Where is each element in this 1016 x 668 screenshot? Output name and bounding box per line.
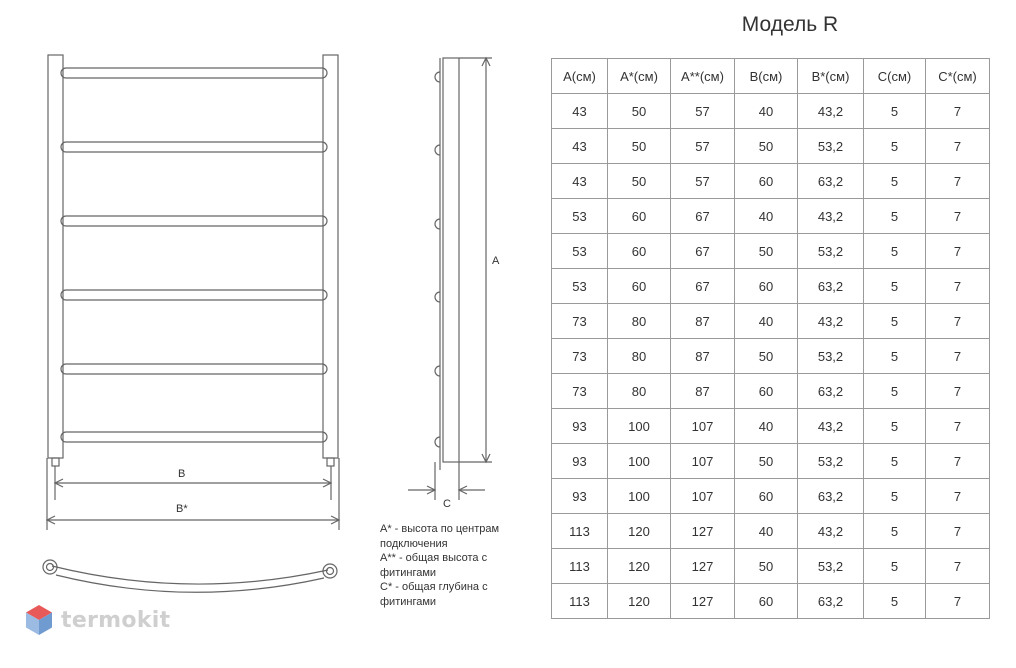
table-cell: 113 bbox=[552, 514, 608, 549]
top-view-curve bbox=[52, 566, 328, 584]
table-cell: 5 bbox=[864, 129, 926, 164]
table-cell: 7 bbox=[926, 584, 990, 619]
table-cell: 40 bbox=[735, 514, 798, 549]
table-cell: 53 bbox=[552, 234, 608, 269]
table-cell: 100 bbox=[608, 409, 671, 444]
table-cell: 50 bbox=[608, 94, 671, 129]
table-cell: 53 bbox=[552, 199, 608, 234]
crossbar bbox=[61, 364, 327, 374]
table-cell: 67 bbox=[671, 269, 735, 304]
table-cell: 127 bbox=[671, 514, 735, 549]
column-header: C*(см) bbox=[926, 59, 990, 94]
left-rail bbox=[48, 55, 63, 458]
crossbars bbox=[61, 68, 327, 442]
table-cell: 87 bbox=[671, 339, 735, 374]
note-a-star: A* - высота по центрам подключения bbox=[380, 523, 500, 550]
table-cell: 7 bbox=[926, 479, 990, 514]
table-row bbox=[552, 94, 990, 129]
table-cell: 53,2 bbox=[798, 549, 864, 584]
table-cell: 67 bbox=[671, 199, 735, 234]
crossbar bbox=[61, 432, 327, 442]
table-cell: 93 bbox=[552, 479, 608, 514]
column-header: A(см) bbox=[552, 59, 608, 94]
table-cell: 73 bbox=[552, 304, 608, 339]
label-c: C bbox=[443, 498, 451, 510]
table-cell: 73 bbox=[552, 339, 608, 374]
table-cell: 7 bbox=[926, 444, 990, 479]
table-cell: 100 bbox=[608, 444, 671, 479]
table-cell: 60 bbox=[735, 269, 798, 304]
table-cell: 127 bbox=[671, 549, 735, 584]
table-cell: 93 bbox=[552, 444, 608, 479]
table-cell: 107 bbox=[671, 479, 735, 514]
table-cell: 53,2 bbox=[798, 234, 864, 269]
table-row bbox=[552, 514, 990, 549]
table-cell: 7 bbox=[926, 374, 990, 409]
table-cell: 5 bbox=[864, 164, 926, 199]
column-header: C(см) bbox=[864, 59, 926, 94]
table-cell: 80 bbox=[608, 339, 671, 374]
label-b-star: B* bbox=[176, 503, 188, 515]
table-row bbox=[552, 164, 990, 199]
table-row bbox=[552, 549, 990, 584]
table-cell: 5 bbox=[864, 374, 926, 409]
table-row bbox=[552, 374, 990, 409]
table-cell: 7 bbox=[926, 164, 990, 199]
table-cell: 7 bbox=[926, 129, 990, 164]
table-row bbox=[552, 584, 990, 619]
table-cell: 7 bbox=[926, 304, 990, 339]
table-cell: 7 bbox=[926, 94, 990, 129]
table-row bbox=[552, 444, 990, 479]
table-cell: 100 bbox=[608, 479, 671, 514]
table-header-row bbox=[552, 59, 990, 94]
table-cell: 63,2 bbox=[798, 164, 864, 199]
table-cell: 60 bbox=[735, 374, 798, 409]
notes bbox=[380, 522, 530, 609]
table-cell: 40 bbox=[735, 409, 798, 444]
table-cell: 5 bbox=[864, 479, 926, 514]
table-cell: 60 bbox=[608, 269, 671, 304]
table-cell: 120 bbox=[608, 549, 671, 584]
table-row bbox=[552, 479, 990, 514]
logo bbox=[25, 604, 170, 636]
table-cell: 57 bbox=[671, 94, 735, 129]
table-cell: 5 bbox=[864, 199, 926, 234]
table-cell: 113 bbox=[552, 584, 608, 619]
table-row bbox=[552, 129, 990, 164]
table-cell: 43 bbox=[552, 94, 608, 129]
table-cell: 53,2 bbox=[798, 129, 864, 164]
table-cell: 43,2 bbox=[798, 199, 864, 234]
table-cell: 73 bbox=[552, 374, 608, 409]
table-cell: 67 bbox=[671, 234, 735, 269]
table-cell: 120 bbox=[608, 514, 671, 549]
table-cell: 5 bbox=[864, 584, 926, 619]
table-cell: 7 bbox=[926, 199, 990, 234]
table-cell: 87 bbox=[671, 374, 735, 409]
table-cell: 5 bbox=[864, 549, 926, 584]
table-cell: 87 bbox=[671, 304, 735, 339]
table-cell: 50 bbox=[735, 444, 798, 479]
table-row bbox=[552, 339, 990, 374]
column-header: A*(см) bbox=[608, 59, 671, 94]
right-rail bbox=[323, 55, 338, 458]
column-header: B(см) bbox=[735, 59, 798, 94]
table-body bbox=[552, 94, 990, 619]
table-cell: 60 bbox=[735, 164, 798, 199]
table-cell: 43 bbox=[552, 164, 608, 199]
table-cell: 7 bbox=[926, 234, 990, 269]
table-cell: 80 bbox=[608, 374, 671, 409]
label-b: B bbox=[178, 468, 186, 480]
table-cell: 53,2 bbox=[798, 444, 864, 479]
table-cell: 50 bbox=[735, 234, 798, 269]
table-cell: 40 bbox=[735, 199, 798, 234]
table-cell: 5 bbox=[864, 409, 926, 444]
table-cell: 7 bbox=[926, 269, 990, 304]
table-cell: 7 bbox=[926, 514, 990, 549]
table-cell: 5 bbox=[864, 94, 926, 129]
table-cell: 50 bbox=[735, 339, 798, 374]
table-cell: 5 bbox=[864, 339, 926, 374]
table-cell: 120 bbox=[608, 584, 671, 619]
table-cell: 60 bbox=[735, 584, 798, 619]
column-header: A**(см) bbox=[671, 59, 735, 94]
table-row bbox=[552, 304, 990, 339]
table-cell: 5 bbox=[864, 234, 926, 269]
label-a: A bbox=[492, 255, 500, 267]
table-cell: 40 bbox=[735, 94, 798, 129]
table-cell: 43,2 bbox=[798, 514, 864, 549]
logo-text: termokit bbox=[61, 607, 171, 633]
table-cell: 63,2 bbox=[798, 269, 864, 304]
model-title: Модель R bbox=[741, 13, 839, 36]
table-cell: 40 bbox=[735, 304, 798, 339]
table-cell: 60 bbox=[735, 479, 798, 514]
table-cell: 7 bbox=[926, 409, 990, 444]
table-cell: 63,2 bbox=[798, 479, 864, 514]
note-a-double-star: A** - общая высота с фитингами bbox=[380, 552, 488, 579]
table-cell: 57 bbox=[671, 164, 735, 199]
table-cell: 60 bbox=[608, 234, 671, 269]
table-cell: 60 bbox=[608, 199, 671, 234]
table-cell: 53 bbox=[552, 269, 608, 304]
table-cell: 7 bbox=[926, 339, 990, 374]
crossbar bbox=[61, 142, 327, 152]
table-cell: 5 bbox=[864, 444, 926, 479]
table-cell: 50 bbox=[735, 129, 798, 164]
crossbar bbox=[61, 68, 327, 78]
crossbar bbox=[61, 290, 327, 300]
table-cell: 43,2 bbox=[798, 94, 864, 129]
side-fittings bbox=[435, 72, 440, 447]
table-cell: 107 bbox=[671, 444, 735, 479]
table-cell: 63,2 bbox=[798, 374, 864, 409]
table-cell: 80 bbox=[608, 304, 671, 339]
table-cell: 5 bbox=[864, 269, 926, 304]
table-cell: 7 bbox=[926, 549, 990, 584]
side-rail bbox=[443, 58, 459, 462]
table-cell: 50 bbox=[735, 549, 798, 584]
table-cell: 5 bbox=[864, 304, 926, 339]
hexagon-cube-icon bbox=[25, 604, 53, 636]
table-row bbox=[552, 269, 990, 304]
note-c-star: C* - общая глубина с фитингами bbox=[380, 581, 488, 608]
table-cell: 53,2 bbox=[798, 339, 864, 374]
table-cell: 50 bbox=[608, 164, 671, 199]
table-row bbox=[552, 199, 990, 234]
table-cell: 113 bbox=[552, 549, 608, 584]
table-row bbox=[552, 234, 990, 269]
table-cell: 43,2 bbox=[798, 304, 864, 339]
table-cell: 57 bbox=[671, 129, 735, 164]
column-header: B*(см) bbox=[798, 59, 864, 94]
table-cell: 107 bbox=[671, 409, 735, 444]
table-row bbox=[552, 409, 990, 444]
table-cell: 43,2 bbox=[798, 409, 864, 444]
table-cell: 43 bbox=[552, 129, 608, 164]
dimensions-table bbox=[551, 58, 990, 619]
table-cell: 93 bbox=[552, 409, 608, 444]
table-cell: 63,2 bbox=[798, 584, 864, 619]
crossbar bbox=[61, 216, 327, 226]
table-cell: 5 bbox=[864, 514, 926, 549]
table-cell: 50 bbox=[608, 129, 671, 164]
table-cell: 127 bbox=[671, 584, 735, 619]
